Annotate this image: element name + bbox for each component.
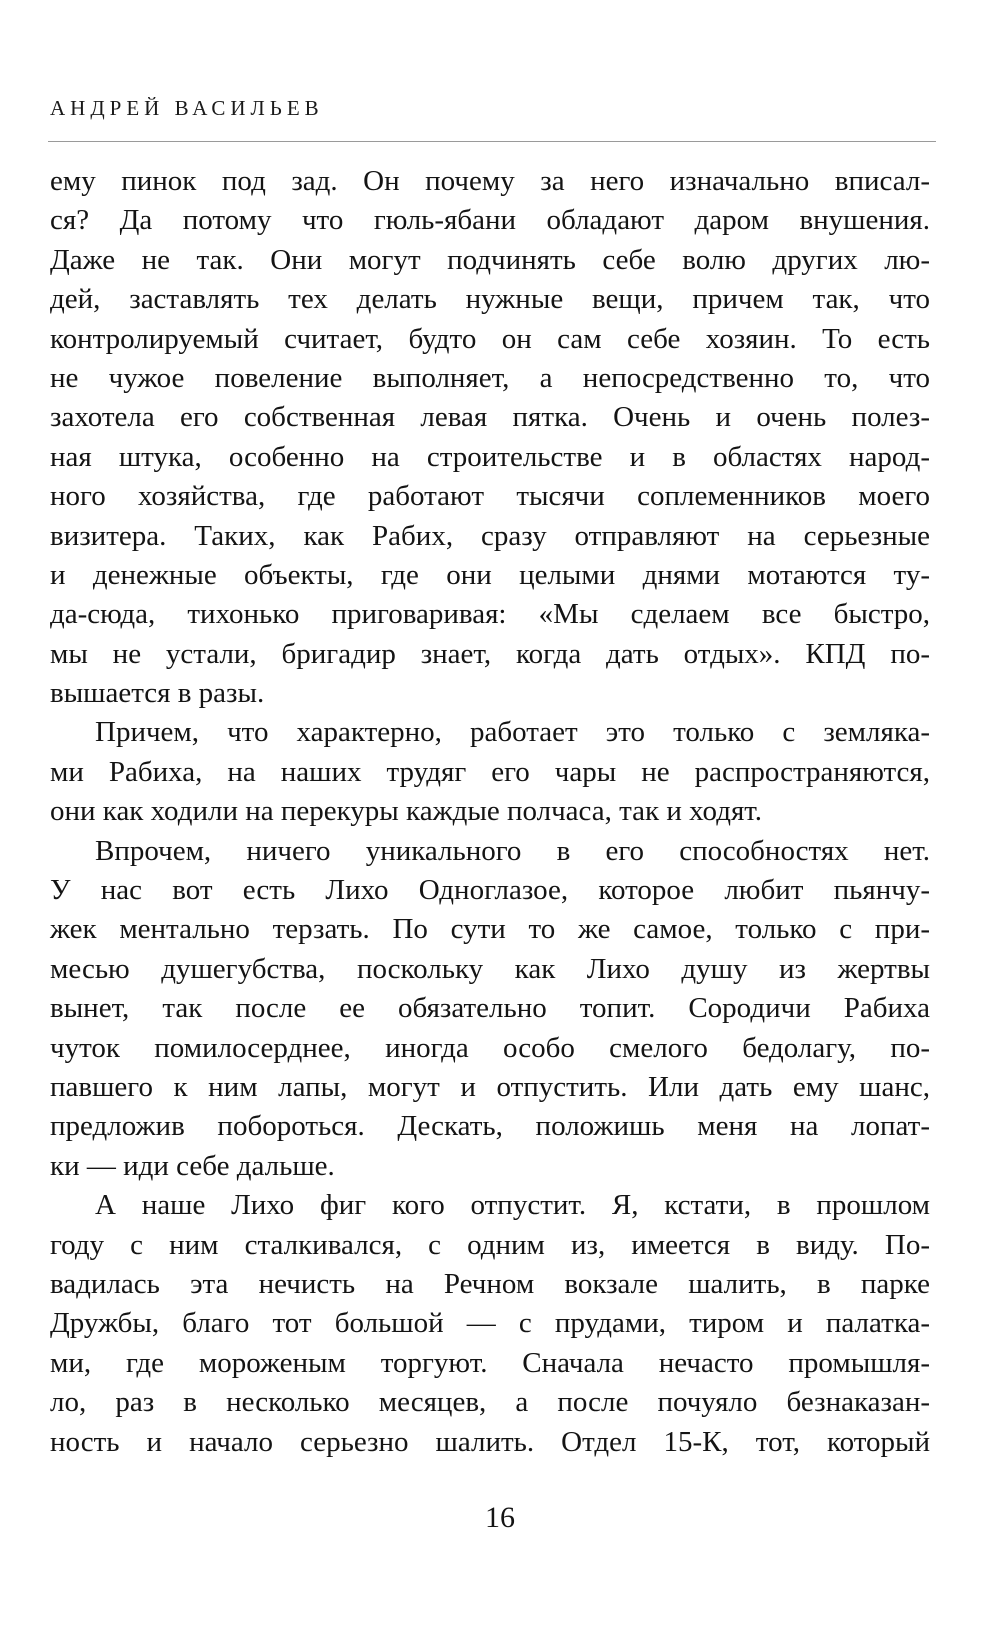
paragraph <box>50 1186 930 1462</box>
text-line: и денежные объекты, где они целыми днями мотаются ту- <box>50 558 930 591</box>
text-line: вадилась эта нечисть на Речном вокзале шалить, в парке <box>50 1267 930 1300</box>
text-line: Впрочем, ничего уникального в его способностях нет. <box>95 834 930 867</box>
text-line: да-сюда, тихонько приговаривая: «Мы сделаем все быстро, <box>50 598 930 631</box>
text-line: мы не устали, бригадир знает, когда дать отдых». КПД по- <box>50 637 930 670</box>
text-line: Причем, что характерно, работает это только с земляка- <box>95 716 930 749</box>
text-line: ки — иди себе дальше. <box>50 1149 335 1182</box>
text-line: визитера. Таких, как Рабих, сразу отправляют на серьезные <box>50 519 930 552</box>
body-text <box>50 162 930 1462</box>
text-line: месью душегубства, поскольку как Лихо душу из жертвы <box>50 952 930 985</box>
text-line: предложив побороться. Дескать, положишь меня на лопат- <box>50 1110 930 1143</box>
text-line: они как ходили на перекуры каждые полчаса, так и ходят. <box>50 795 763 828</box>
running-head: АНДРЕЙ ВАСИЛЬЕВ <box>50 96 324 120</box>
paragraph <box>50 713 930 831</box>
paragraph <box>50 832 930 1187</box>
text-line: А наше Лихо фиг кого отпустит. Я, кстати, в прошлом <box>95 1189 930 1222</box>
text-line: Даже не так. Они могут подчинять себе волю других лю- <box>50 243 930 276</box>
text-line: чуток помилосерднее, иногда особо смелого бедолагу, по- <box>50 1031 930 1064</box>
text-line: не чужое повеление выполняет, а непосредственно то, что <box>50 361 930 394</box>
text-line: контролируемый считает, будто он сам себе хозяин. То есть <box>50 322 930 355</box>
text-line: захотела его собственная левая пятка. Очень и очень полез- <box>50 401 930 434</box>
text-line: дей, заставлять тех делать нужные вещи, причем так, что <box>50 283 930 316</box>
paragraph <box>50 162 930 713</box>
text-line: ся? Да потому что гюль-ябани обладают даром внушения. <box>50 204 930 237</box>
text-line: ему пинок под зад. Он почему за него изначально вписал- <box>50 165 930 197</box>
text-line: ного хозяйства, где работают тысячи соплеменников моего <box>50 480 930 513</box>
text-line: вынет, так после ее обязательно топит. Сородичи Рабиха <box>50 992 930 1025</box>
text-line: ло, раз в несколько месяцев, а после почуяло безнаказан- <box>50 1386 930 1419</box>
text-line: Дружбы, благо тот большой — с прудами, тиром и палатка- <box>50 1307 930 1340</box>
page-number: 16 <box>485 1501 515 1534</box>
text-line: ная штука, особенно на строительстве и в областях народ- <box>50 440 930 473</box>
text-line: ность и начало серьезно шалить. Отдел 15-К, тот, который <box>50 1425 930 1458</box>
text-line: ми, где мороженым торгуют. Сначала нечасто промышля- <box>50 1346 930 1379</box>
text-line: павшего к ним лапы, могут и отпустить. Или дать ему шанс, <box>50 1070 930 1103</box>
text-line: году с ним сталкивался, с одним из, имеется в виду. По- <box>50 1228 930 1261</box>
header-rule <box>48 141 936 142</box>
text-line: У нас вот есть Лихо Одноглазое, которое любит пьянчу- <box>50 874 930 907</box>
text-line: ми Рабиха, на наших трудяг его чары не распространяются, <box>50 755 930 788</box>
text-line: жек ментально терзать. По сути то же самое, только с при- <box>50 913 930 946</box>
text-line: вышается в разы. <box>50 677 265 710</box>
